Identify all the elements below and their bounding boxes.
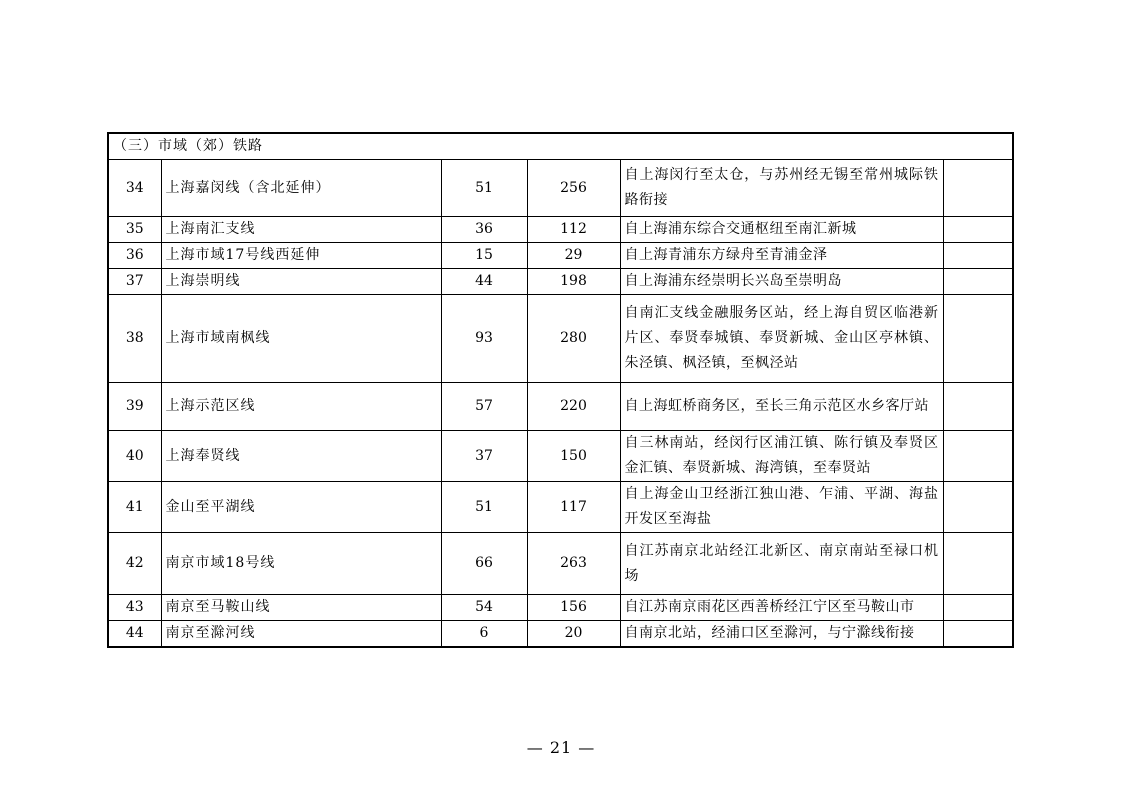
line-name: 南京至马鞍山线 bbox=[161, 595, 441, 621]
row-number: 41 bbox=[108, 482, 161, 533]
row-number: 44 bbox=[108, 621, 161, 648]
table-row bbox=[108, 160, 1013, 217]
line-description: 自上海虹桥商务区，至长三角示范区水乡客厅站 bbox=[620, 383, 943, 431]
line-description: 自江苏南京北站经江北新区、南京南站至禄口机场 bbox=[620, 533, 943, 595]
line-description: 自江苏南京雨花区西善桥经江宁区至马鞍山市 bbox=[620, 595, 943, 621]
line-note bbox=[943, 431, 1013, 482]
line-note bbox=[943, 160, 1013, 217]
line-name: 南京至滁河线 bbox=[161, 621, 441, 648]
row-number: 43 bbox=[108, 595, 161, 621]
railway-table bbox=[107, 132, 1014, 648]
line-length: 51 bbox=[441, 160, 527, 217]
line-length: 15 bbox=[441, 243, 527, 269]
table-row bbox=[108, 243, 1013, 269]
section-title: （三）市域（郊）铁路 bbox=[108, 133, 1013, 160]
row-number: 35 bbox=[108, 217, 161, 243]
line-name: 南京市域18号线 bbox=[161, 533, 441, 595]
line-note bbox=[943, 621, 1013, 648]
line-length: 6 bbox=[441, 621, 527, 648]
line-length: 51 bbox=[441, 482, 527, 533]
section-header-row bbox=[108, 133, 1013, 160]
line-investment: 156 bbox=[527, 595, 620, 621]
line-length: 36 bbox=[441, 217, 527, 243]
table-row bbox=[108, 269, 1013, 295]
line-investment: 29 bbox=[527, 243, 620, 269]
row-number: 34 bbox=[108, 160, 161, 217]
page-number: — 21 — bbox=[526, 738, 596, 757]
line-note bbox=[943, 595, 1013, 621]
line-investment: 112 bbox=[527, 217, 620, 243]
line-description: 自南汇支线金融服务区站，经上海自贸区临港新片区、奉贤奉城镇、奉贤新城、金山区亭林镇、朱泾镇、枫泾镇，至枫泾站 bbox=[620, 295, 943, 383]
line-note bbox=[943, 243, 1013, 269]
line-description: 自上海青浦东方绿舟至青浦金泽 bbox=[620, 243, 943, 269]
row-number: 38 bbox=[108, 295, 161, 383]
line-name: 上海示范区线 bbox=[161, 383, 441, 431]
line-name: 上海市域17号线西延伸 bbox=[161, 243, 441, 269]
row-number: 42 bbox=[108, 533, 161, 595]
table-row bbox=[108, 383, 1013, 431]
line-length: 57 bbox=[441, 383, 527, 431]
line-note bbox=[943, 269, 1013, 295]
line-length: 66 bbox=[441, 533, 527, 595]
line-investment: 20 bbox=[527, 621, 620, 648]
table-row bbox=[108, 295, 1013, 383]
line-length: 93 bbox=[441, 295, 527, 383]
line-investment: 280 bbox=[527, 295, 620, 383]
table-row bbox=[108, 217, 1013, 243]
row-number: 37 bbox=[108, 269, 161, 295]
line-name: 上海市域南枫线 bbox=[161, 295, 441, 383]
line-investment: 220 bbox=[527, 383, 620, 431]
line-length: 37 bbox=[441, 431, 527, 482]
line-name: 上海南汇支线 bbox=[161, 217, 441, 243]
line-note bbox=[943, 217, 1013, 243]
line-note bbox=[943, 383, 1013, 431]
table-row bbox=[108, 621, 1013, 648]
line-investment: 150 bbox=[527, 431, 620, 482]
line-note bbox=[943, 295, 1013, 383]
line-investment: 198 bbox=[527, 269, 620, 295]
table-row bbox=[108, 595, 1013, 621]
line-note bbox=[943, 533, 1013, 595]
line-description: 自上海闵行至太仓，与苏州经无锡至常州城际铁路衔接 bbox=[620, 160, 943, 217]
line-note bbox=[943, 482, 1013, 533]
line-name: 金山至平湖线 bbox=[161, 482, 441, 533]
line-name: 上海奉贤线 bbox=[161, 431, 441, 482]
table-row bbox=[108, 482, 1013, 533]
line-description: 自上海浦东经崇明长兴岛至崇明岛 bbox=[620, 269, 943, 295]
line-name: 上海嘉闵线（含北延伸） bbox=[161, 160, 441, 217]
row-number: 40 bbox=[108, 431, 161, 482]
table-row bbox=[108, 533, 1013, 595]
line-investment: 117 bbox=[527, 482, 620, 533]
row-number: 39 bbox=[108, 383, 161, 431]
line-description: 自上海浦东综合交通枢纽至南汇新城 bbox=[620, 217, 943, 243]
line-description: 自三林南站，经闵行区浦江镇、陈行镇及奉贤区金汇镇、奉贤新城、海湾镇，至奉贤站 bbox=[620, 431, 943, 482]
line-length: 44 bbox=[441, 269, 527, 295]
table-row bbox=[108, 431, 1013, 482]
line-length: 54 bbox=[441, 595, 527, 621]
line-description: 自南京北站，经浦口区至滁河，与宁滁线衔接 bbox=[620, 621, 943, 648]
line-description: 自上海金山卫经浙江独山港、乍浦、平湖、海盐开发区至海盐 bbox=[620, 482, 943, 533]
line-investment: 263 bbox=[527, 533, 620, 595]
row-number: 36 bbox=[108, 243, 161, 269]
line-investment: 256 bbox=[527, 160, 620, 217]
line-name: 上海崇明线 bbox=[161, 269, 441, 295]
